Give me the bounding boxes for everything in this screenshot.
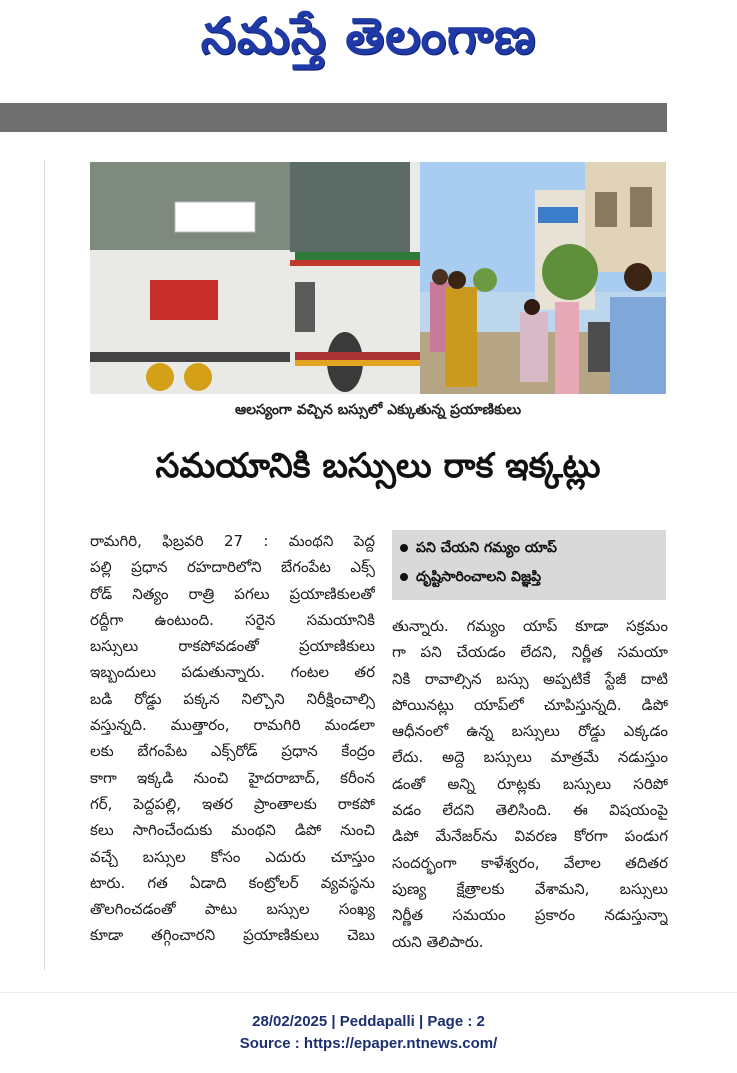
photo-caption: ఆలస్యంగా వచ్చిన బస్సులో ఎక్కుతున్న ప్రయాణికులు [234, 402, 522, 418]
text-line: రోడ్ నిత్యం రాత్రి పగలు ప్రయాణికులతో [90, 584, 375, 603]
highlights-box [392, 530, 666, 600]
article-column-left [90, 528, 375, 949]
text-line: రద్దీగా ఉంటుంది. సరైన సమయానికి [90, 610, 375, 629]
text-line: డంతో అన్ని రూట్లకు బస్సులు సరిపో [392, 774, 668, 793]
text-line: పుణ్య క్షేత్రాలకు వేశామని, బస్సులు [392, 879, 668, 898]
text-line: బడి రోడ్డు పక్కన నిల్చొని నిరీక్షించాల్సి [90, 689, 375, 708]
text-line: ఇబ్బందులు పడుతున్నారు. గంటల తర [90, 663, 375, 682]
text-line: బస్సులు రాకపోవడంతో ప్రయాణికులు [90, 637, 375, 656]
text-line: తొలగించడంతో పాటు బస్సుల సంఖ్య [90, 900, 375, 919]
highlight-item [400, 534, 658, 563]
news-photo [90, 162, 666, 394]
text-line: వడం లేదని తెలిసింది. ఈ విషయంపై [392, 801, 668, 820]
text-line: యని తెలిపారు. [392, 932, 484, 951]
margin-rule [44, 160, 45, 970]
text-line: రామగిరి, ఫిబ్రవరి 27 : మంథని పెద్ద [90, 532, 375, 550]
text-line: వస్తున్నది. ముత్తారం, రామగిరి మండలా [90, 716, 375, 735]
text-line: కలు సాగించేందుకు మంథని డిపో నుంచి [90, 821, 375, 840]
text-line: గర్, పెద్దపల్లి, ఇతర ప్రాంతాలకు రాకపో [90, 794, 375, 813]
text-line: సందర్భంగా కాళేశ్వరం, వేలాల తదితర [392, 853, 668, 872]
text-line: నికి రావాల్సిన బస్సు అప్పటికే స్టేజీ దాటి [392, 669, 668, 688]
header-band [0, 103, 667, 132]
text-line: డిపో మేనేజర్‌ను వివరణ కోరగా పండుగ [392, 827, 668, 846]
footer-edition-info: 28/02/2025 | Peddapalli | Page : 2 [252, 1013, 485, 1030]
footer-divider [0, 992, 737, 993]
masthead [0, 0, 737, 85]
text-line: ఆధీనంలో ఉన్న బస్సులు రోడ్డు ఎక్కడం [392, 722, 668, 741]
text-line: పోయినట్లు యాప్‌లో చూపిస్తున్నది. డిపో [392, 695, 668, 714]
article-headline: సమయానికి బస్సులు రాక ఇక్కట్లు [155, 446, 601, 486]
article-column-right [392, 613, 668, 955]
text-line: పల్లి ప్రధాన రహదారిలోని బేగంపేట ఎక్స్ [90, 558, 375, 577]
bullet-icon [400, 573, 408, 581]
highlight-item [400, 563, 658, 592]
highlight-text: పని చేయని గమ్యం యాప్ [416, 540, 557, 556]
text-line: కాగా ఇక్కడి నుంచి హైదరాబాద్, కరీంన [90, 768, 375, 787]
newspaper-logo: నమస్తే తెలంగాణ [200, 7, 537, 65]
text-line: కూడా తగ్గించారని ప్రయాణికులు చెబు [90, 926, 375, 945]
bullet-icon [400, 544, 408, 552]
text-line: లకు బేగంపేట ఎక్స్‌రోడ్ ప్రధాన కేంద్రం [90, 742, 375, 761]
highlight-text: దృష్టిసారించాలని విజ్ఞప్తి [416, 569, 542, 585]
text-line: లేదు. అద్దె బస్సులు మాత్రమే నడుస్తుం [392, 748, 668, 767]
text-line: తున్నారు. గమ్యం యాప్ కూడా సక్రమం [392, 617, 668, 635]
text-line: టారు. గత ఏడాది కంట్రోలర్ వ్యవస్థను [90, 873, 375, 892]
text-line: వచ్చే బస్సుల కోసం ఎదురు చూస్తుం [90, 847, 375, 866]
text-line: గా పని చేయడం లేదని, నిర్ణీత సమయా [392, 643, 668, 662]
text-line: నిర్ణీత సమయం ప్రకారం నడుస్తున్నా [392, 906, 668, 925]
footer-source: Source : https://epaper.ntnews.com/ [239, 1035, 498, 1052]
